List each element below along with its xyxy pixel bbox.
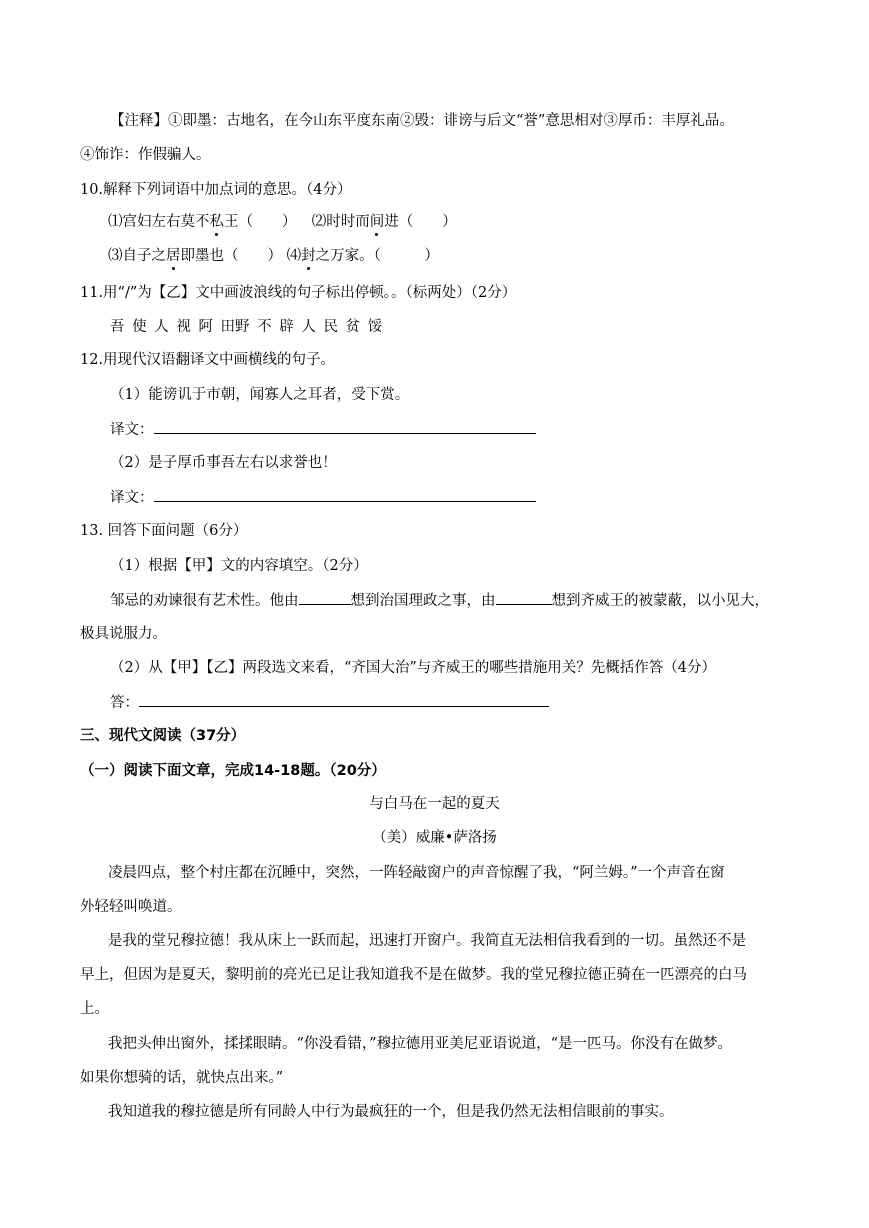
q12-stem: 12.用现代汉语翻译文中画横线的句子。 <box>80 352 336 368</box>
q12-translation-1 <box>110 419 536 440</box>
article-title: 与白马在一起的夏天 <box>369 796 500 812</box>
q13-fill-continuation: 极具说服力。 <box>80 626 167 642</box>
q11-sentence: 吾 使 人 视 阿 田野 不 辟 人 民 贫 馁 <box>110 319 383 335</box>
q13-fill-text-b: 想到治国理政之事，由 <box>350 593 496 609</box>
q13-stem: 13. 回答下面问题（6分） <box>80 523 248 539</box>
q13-fill-text-a: 邹忌的劝谏很有艺术性。他由 <box>110 593 299 609</box>
q12-answer-line-1[interactable] <box>154 419 536 434</box>
article-p2-line-2: 早上，但因为是夏天，黎明前的亮光已足让我知道我不是在做梦。我的堂兄穆拉德正骑在一匹漂亮的白马 <box>80 967 747 983</box>
article-p3-line-2: 如果你想骑的话，就快点出来。” <box>80 1070 284 1086</box>
q10-row-2 <box>108 246 439 266</box>
q13-answer-label: 答： <box>110 695 139 711</box>
article-p4: 我知道我的穆拉德是所有同龄人中行为最疯狂的一个，但是我仍然无法相信眼前的事实。 <box>108 1104 674 1120</box>
q10-item-2-suffix: 进（ ） <box>384 214 457 230</box>
q12-sentence-2: （2）是子厚币事吾左右以求誉也！ <box>110 455 337 471</box>
q10-item-1-prefix: ⑴宫妇左右莫不 <box>108 214 210 230</box>
q12-answer-line-2[interactable] <box>154 487 536 502</box>
q12-label-2: 译文： <box>110 490 154 506</box>
note-line-2: ④饰诈：作假骗人。 <box>80 147 211 163</box>
q13-fill-line <box>110 590 769 611</box>
q11-stem: 11.用“/”为【乙】文中画波浪线的句子标出停顿。。（标两处）（2分） <box>80 285 517 301</box>
q10-item-4-dotted: 封 <box>301 248 316 264</box>
article-p1-line-2: 外轻轻叫唤道。 <box>80 899 182 915</box>
q13-part-2: （2）从【甲】【乙】两段选文来看，“齐国大治”与齐威王的哪些措施用关？先概括作答（4分） <box>110 660 717 676</box>
article-p1-line-1: 凌晨四点，整个村庄都在沉睡中，突然，一阵轻敲窗户的声音惊醒了我，“阿兰姆。”一个声音在窗 <box>108 865 725 881</box>
q10-item-3-prefix: ⑶自子之 <box>108 248 166 264</box>
q13-answer <box>110 692 549 713</box>
article-author: （美）威廉•萨洛扬 <box>372 830 497 846</box>
q10-item-2-dotted: 间 <box>369 214 385 230</box>
q13-answer-line[interactable] <box>139 692 549 707</box>
section-3-title: 三、现代文阅读（37分） <box>80 728 246 744</box>
q13-fill-blank-1[interactable] <box>299 590 351 605</box>
q12-sentence-1: （1）能谤讥于市朝，闻寡人之耳者，受下赏。 <box>110 387 410 403</box>
q10-row-1 <box>108 212 457 232</box>
q10-item-3-suffix: 即墨也（ ） <box>180 248 282 264</box>
article-p2-line-1: 是我的堂兄穆拉德！我从床上一跃而起，迅速打开窗户。我简直无法相信我看到的一切。虽然还不是 <box>108 933 746 949</box>
q10-item-3-dotted: 居 <box>166 248 181 264</box>
q10-item-2-prefix: ⑵时时而 <box>311 214 370 230</box>
q12-translation-2 <box>110 487 536 508</box>
q12-label-1: 译文： <box>110 422 154 438</box>
q10-item-1-suffix: 王（ ） <box>224 214 297 230</box>
q10-item-4-suffix: 之万家。（ ） <box>315 248 439 264</box>
q10-item-4-prefix: ⑷ <box>286 248 302 264</box>
article-p3-line-1: 我把头伸出窗外，揉揉眼睛。“你没看错，”穆拉德用亚美尼亚语说道，“是一匹马。你没有在做梦。 <box>108 1036 732 1052</box>
q10-item-1-dotted: 私 <box>209 214 224 230</box>
article-p2-line-3: 上。 <box>80 1001 109 1017</box>
section-3-subtitle: （一）阅读下面文章，完成14-18题。（20分） <box>80 763 386 779</box>
q13-part-1: （1）根据【甲】文的内容填空。（2分） <box>110 558 368 574</box>
note-line-1: 【注释】①即墨：古地名，在今山东平度东南②毁：诽谤与后文“誉”意思相对③厚币：丰厚礼品。 <box>110 113 734 129</box>
q10-stem: 10.解释下列词语中加点词的意思。（4分） <box>80 182 352 198</box>
q13-fill-blank-2[interactable] <box>496 590 552 605</box>
q13-fill-text-c: 想到齐威王的被蒙蔽，以小见大， <box>551 593 769 609</box>
